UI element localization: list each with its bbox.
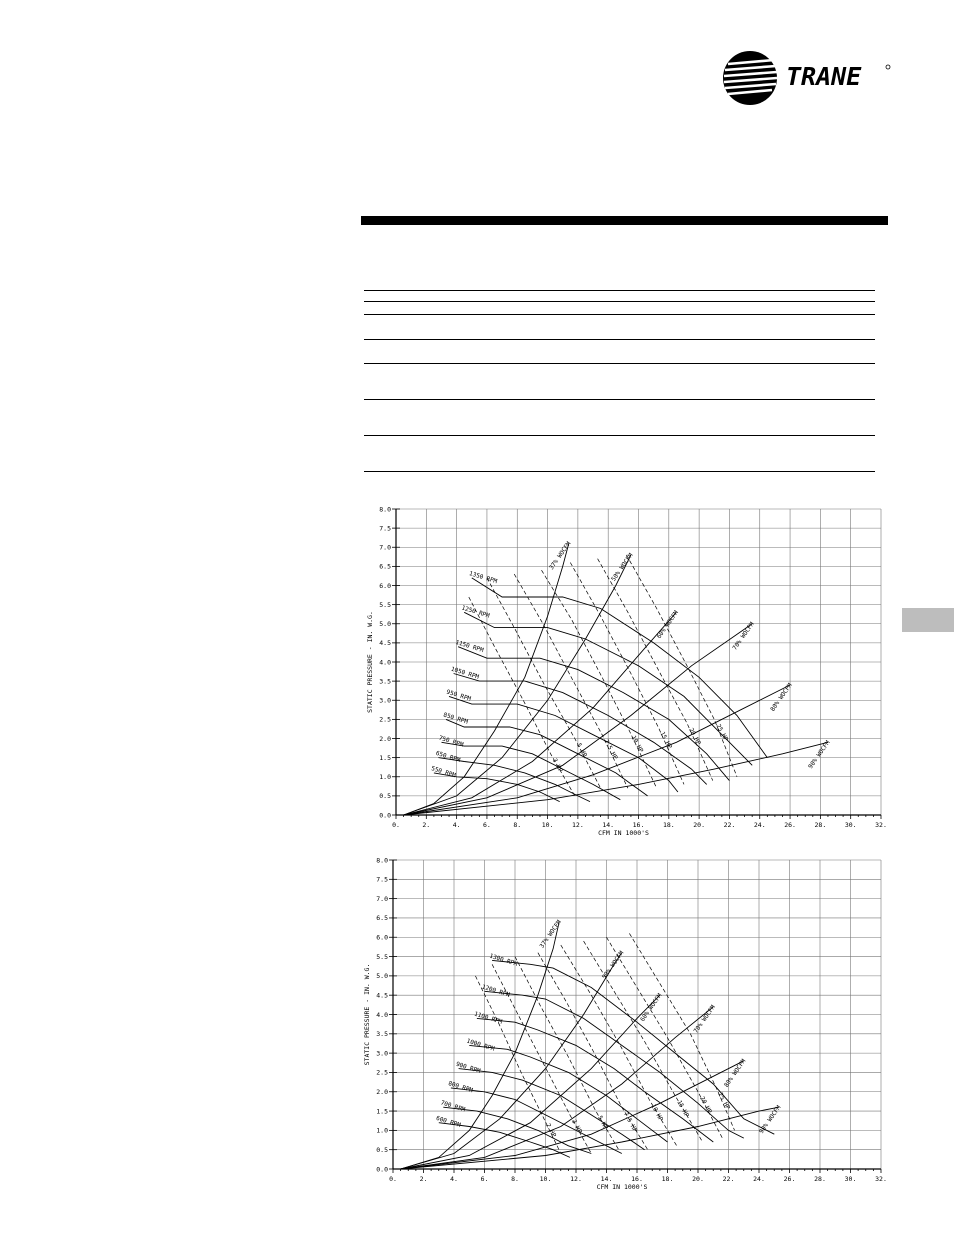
wocfm-line xyxy=(401,1061,744,1169)
y-tick-label: 2.5 xyxy=(376,1068,388,1077)
x-tick-label: 14. xyxy=(600,1175,613,1183)
x-tick-label: 22. xyxy=(722,1175,735,1183)
y-tick-label: 5.0 xyxy=(379,620,391,629)
x-tick-label: 20. xyxy=(692,1175,704,1183)
hp-line-label: 7.5 HP xyxy=(602,738,619,761)
rpm-curve-label: 900 RPM xyxy=(454,1060,482,1075)
wocfm-line-label: 90% WOCFM xyxy=(758,1104,783,1135)
y-tick-label: 4.5 xyxy=(376,991,388,1000)
x-tick-label: 6. xyxy=(483,821,491,829)
x-tick-label: 10. xyxy=(539,1175,552,1183)
y-tick-label: 0.0 xyxy=(379,811,391,820)
rpm-curve-label: 700 RPM xyxy=(439,1099,466,1114)
hp-line-label: 25 HP xyxy=(716,1091,732,1111)
x-tick-label: 24. xyxy=(753,821,766,829)
y-tick-label: 2.5 xyxy=(379,715,391,724)
x-tick-label: 30. xyxy=(844,1175,857,1183)
x-tick-label: 16. xyxy=(631,1175,643,1183)
y-tick-label: 4.0 xyxy=(379,658,391,667)
x-tick-label: 4. xyxy=(452,821,461,829)
rpm-curve-label: 800 RPM xyxy=(447,1080,474,1095)
y-tick-label: 7.5 xyxy=(376,875,388,884)
wocfm-line-label: 60% WOCFM xyxy=(655,609,681,641)
x-tick-label: 0. xyxy=(389,1175,397,1183)
y-tick-label: 4.0 xyxy=(376,1010,388,1019)
hp-line-label: 3 HP xyxy=(570,1118,584,1135)
hp-line-label: 2 HP xyxy=(544,1122,558,1139)
wocfm-line xyxy=(401,1107,779,1169)
rpm-curve xyxy=(477,1018,713,1142)
y-tick-label: 8.0 xyxy=(379,505,391,514)
y-tick-label: 1.5 xyxy=(376,1107,388,1116)
y-tick-label: 1.0 xyxy=(376,1126,388,1135)
x-tick-label: 28. xyxy=(814,821,827,829)
hp-line-label: 20 HP xyxy=(687,726,702,747)
y-tick-label: 7.0 xyxy=(379,543,391,552)
x-tick-label: 8. xyxy=(511,1175,519,1183)
x-tick-label: 10. xyxy=(541,821,554,829)
rpm-curve-label: 1050 RPM xyxy=(450,665,480,681)
y-tick-label: 2.0 xyxy=(376,1088,388,1097)
hp-line-label: 5 HP xyxy=(596,1114,610,1131)
x-axis-label: CFM IN 1000'S xyxy=(596,1183,648,1191)
wocfm-line-label: 90% WOCFM xyxy=(807,739,832,771)
y-tick-label: 7.5 xyxy=(379,524,391,533)
y-tick-label: 3.5 xyxy=(376,1030,388,1039)
x-tick-label: 30. xyxy=(844,821,857,829)
y-tick-label: 1.0 xyxy=(379,773,391,782)
y-tick-label: 0.5 xyxy=(379,792,391,801)
plot-area xyxy=(363,856,887,1191)
wocfm-line-label: 70% WOCFM xyxy=(692,1003,717,1035)
x-tick-label: 6. xyxy=(480,1175,489,1183)
hp-line-label: 10 HP xyxy=(629,734,645,754)
y-tick-label: 3.0 xyxy=(376,1049,388,1058)
y-tick-label: 5.5 xyxy=(376,952,388,961)
x-tick-label: 16. xyxy=(632,821,645,829)
y-tick-label: 8.0 xyxy=(376,856,388,865)
y-tick-label: 0.0 xyxy=(376,1165,388,1174)
rpm-curve-label: 950 RPM xyxy=(445,688,472,703)
hp-line-label: 20 HP xyxy=(698,1095,713,1115)
rpm-curve-label: 1000 RPM xyxy=(465,1037,496,1053)
y-tick-label: 5.0 xyxy=(376,972,388,981)
x-tick-label: 32. xyxy=(875,1175,887,1183)
y-tick-label: 5.5 xyxy=(379,600,391,609)
wocfm-line-label: 37% WOCFM xyxy=(538,918,563,950)
wocfm-line-label: 50% WOCFM xyxy=(601,949,626,981)
brand-name: TRANE xyxy=(786,62,862,91)
rpm-curve-label: 1150 RPM xyxy=(454,638,485,655)
rpm-curve-label: 1350 RPM xyxy=(468,570,498,586)
y-axis-label: STATIC PRESSURE - IN. W.G. xyxy=(366,611,374,713)
y-tick-label: 6.5 xyxy=(376,914,388,923)
x-axis-label: CFM IN 1000'S xyxy=(598,829,649,837)
x-tick-label: 8. xyxy=(513,821,522,829)
x-tick-label: 22. xyxy=(723,821,736,829)
hp-line-label: 7.5 HP xyxy=(621,1110,639,1134)
x-tick-label: 2. xyxy=(422,821,431,829)
x-tick-label: 12. xyxy=(572,821,584,829)
hp-line-label: 15 HP xyxy=(658,730,674,750)
rpm-curve xyxy=(492,960,774,1134)
x-tick-label: 26. xyxy=(783,1175,796,1183)
x-tick-label: 24. xyxy=(753,1175,765,1183)
y-tick-label: 6.5 xyxy=(379,562,391,571)
y-tick-label: 1.5 xyxy=(379,753,391,762)
x-tick-label: 2. xyxy=(419,1175,428,1183)
x-tick-label: 0. xyxy=(392,821,400,829)
rpm-curve-label: 1300 RPM xyxy=(488,952,519,968)
x-tick-label: 18. xyxy=(661,1175,674,1183)
x-tick-label: 32. xyxy=(875,821,887,829)
hp-line-label: 15 HP xyxy=(675,1099,691,1119)
x-tick-label: 26. xyxy=(784,821,796,829)
x-tick-label: 28. xyxy=(814,1175,826,1183)
rpm-curve-label: 1200 RPM xyxy=(480,983,511,999)
rpm-curve-label: 850 RPM xyxy=(442,711,469,726)
x-tick-label: 18. xyxy=(662,821,675,829)
y-tick-label: 7.0 xyxy=(376,894,388,903)
x-tick-label: 20. xyxy=(693,821,705,829)
hp-line-label: 5 HP xyxy=(575,742,589,759)
y-tick-label: 4.5 xyxy=(379,639,391,648)
x-tick-label: 12. xyxy=(570,1175,582,1183)
rpm-curve-label: 600 RPM xyxy=(435,1114,462,1129)
y-tick-label: 0.5 xyxy=(376,1145,388,1154)
hp-line-label: 3 HP xyxy=(550,757,564,774)
hp-line-label: 10 HP xyxy=(649,1103,665,1123)
x-tick-label: 4. xyxy=(450,1175,458,1183)
rpm-curve-label: 650 RPM xyxy=(434,749,462,764)
hp-line-label: 25 HP xyxy=(714,723,730,743)
x-tick-label: 14. xyxy=(602,821,615,829)
rpm-curve-label: 550 RPM xyxy=(430,765,457,780)
wocfm-line xyxy=(401,995,660,1169)
wocfm-line-label: 80% WOCFM xyxy=(723,1057,748,1089)
wocfm-line-label: 37% WOCFM xyxy=(548,540,573,572)
rpm-curve-label: 1100 RPM xyxy=(473,1010,503,1026)
wocfm-line xyxy=(401,1007,714,1169)
y-tick-label: 3.5 xyxy=(379,677,391,686)
y-tick-label: 3.0 xyxy=(379,696,391,705)
wocfm-line-label: 70% WOCFM xyxy=(731,620,756,652)
y-tick-label: 6.0 xyxy=(376,933,388,942)
wocfm-line-label: 80% WOCFM xyxy=(769,682,794,713)
y-tick-label: 6.0 xyxy=(379,581,391,590)
y-tick-label: 2.0 xyxy=(379,734,391,743)
y-axis-label: STATIC PRESSURE - IN. W.G. xyxy=(363,963,371,1066)
wocfm-line-label: 50% WOCFM xyxy=(610,552,635,583)
wocfm-line-label: 60% WOCFM xyxy=(639,992,664,1023)
rpm-curve-label: 1250 RPM xyxy=(460,604,491,620)
rpm-curve-label: 750 RPM xyxy=(437,734,465,749)
